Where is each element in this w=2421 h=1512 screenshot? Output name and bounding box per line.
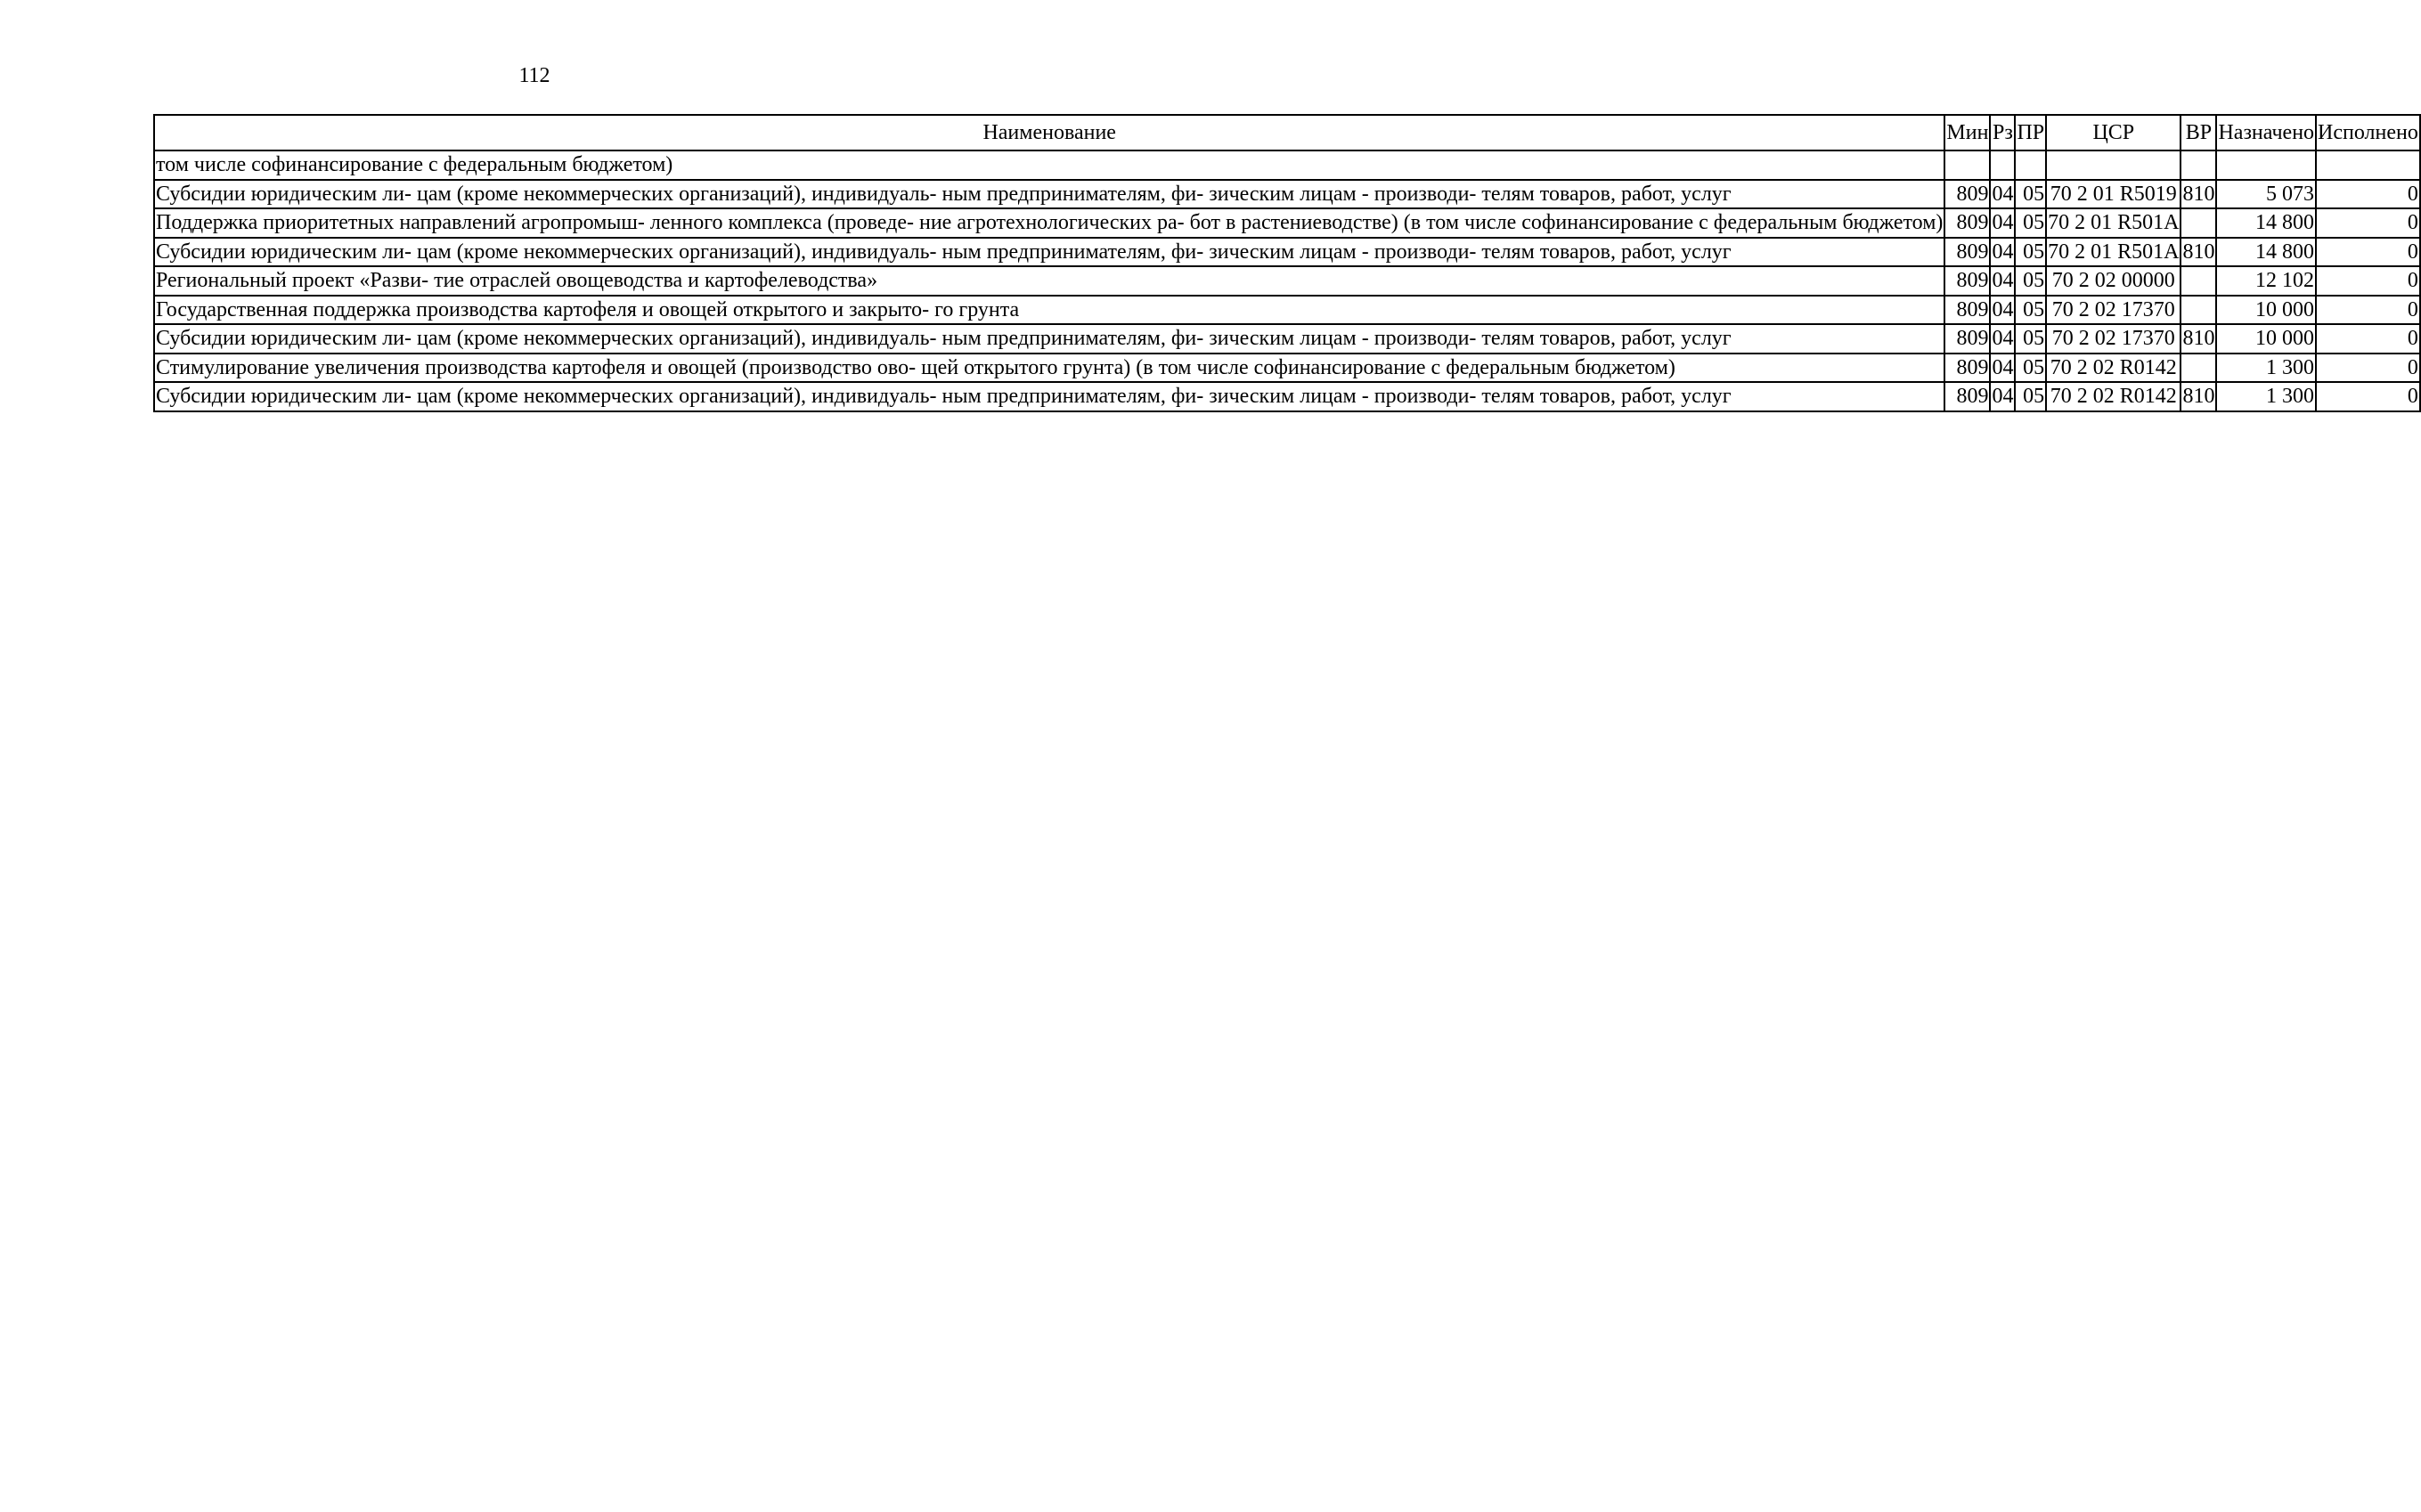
cell-min: 809 — [1944, 208, 1990, 238]
cell-assigned — [2216, 150, 2316, 180]
budget-table — [153, 114, 2421, 412]
cell-vr: 810 — [2181, 238, 2216, 267]
cell-csr: 70 2 02 R0142 — [2046, 382, 2181, 411]
table-row — [154, 180, 2420, 209]
cell-executed: 0 — [2316, 208, 2420, 238]
header-executed: Исполнено — [2316, 115, 2420, 150]
header-csr: ЦСР — [2046, 115, 2181, 150]
cell-pr: 05 — [2015, 180, 2046, 209]
header-rz: Рз — [1990, 115, 2015, 150]
cell-min: 809 — [1944, 296, 1990, 325]
table-row — [154, 266, 2420, 296]
header-row — [154, 115, 2420, 150]
cell-executed: 0 — [2316, 354, 2420, 383]
cell-csr: 70 2 01 R501A — [2046, 238, 2181, 267]
cell-assigned: 5 073 — [2216, 180, 2316, 209]
cell-name: Стимулирование увеличения производства картофеля и овощей (производство ово- щей открытого грунта) (в том числе софинансирование с федеральным бюджетом) — [154, 354, 1944, 383]
table-row — [154, 238, 2420, 267]
cell-name: Региональный проект «Разви- тие отраслей овощеводства и картофелеводства» — [154, 266, 1944, 296]
cell-pr: 05 — [2015, 208, 2046, 238]
cell-min — [1944, 150, 1990, 180]
cell-csr: 70 2 01 R501A — [2046, 208, 2181, 238]
cell-name: том числе софинансирование с федеральным бюджетом) — [154, 150, 1944, 180]
cell-rz: 04 — [1990, 296, 2015, 325]
cell-vr: 810 — [2181, 180, 2216, 209]
cell-csr — [2046, 150, 2181, 180]
header-name: Наименование — [154, 115, 1944, 150]
cell-vr — [2181, 208, 2216, 238]
cell-name: Поддержка приоритетных направлений агропромыш- ленного комплекса (проведе- ние агротехнологических ра- бот в растениеводстве) (в том числе софинансирование с федеральным бюджетом) — [154, 208, 1944, 238]
cell-rz: 04 — [1990, 324, 2015, 354]
cell-vr: 810 — [2181, 324, 2216, 354]
cell-executed: 0 — [2316, 266, 2420, 296]
cell-assigned: 1 300 — [2216, 354, 2316, 383]
cell-executed: 0 — [2316, 382, 2420, 411]
cell-pr: 05 — [2015, 266, 2046, 296]
cell-rz: 04 — [1990, 180, 2015, 209]
cell-executed — [2316, 150, 2420, 180]
cell-pr — [2015, 150, 2046, 180]
cell-name: Субсидии юридическим ли- цам (кроме некоммерческих организаций), индивидуаль- ным предпринимателям, фи- зическим лицам - производи- телям товаров, работ, услуг — [154, 180, 1944, 209]
table-row — [154, 324, 2420, 354]
cell-assigned: 1 300 — [2216, 382, 2316, 411]
cell-pr: 05 — [2015, 238, 2046, 267]
table-row — [154, 382, 2420, 411]
cell-executed: 0 — [2316, 238, 2420, 267]
cell-vr — [2181, 266, 2216, 296]
cell-csr: 70 2 02 R0142 — [2046, 354, 2181, 383]
cell-min: 809 — [1944, 238, 1990, 267]
cell-vr: 810 — [2181, 382, 2216, 411]
cell-pr: 05 — [2015, 354, 2046, 383]
cell-name: Субсидии юридическим ли- цам (кроме некоммерческих организаций), индивидуаль- ным предпринимателям, фи- зическим лицам - производи- телям товаров, работ, услуг — [154, 324, 1944, 354]
cell-name: Субсидии юридическим ли- цам (кроме некоммерческих организаций), индивидуаль- ным предпринимателям, фи- зическим лицам - производи- телям товаров, работ, услуг — [154, 238, 1944, 267]
cell-assigned: 14 800 — [2216, 208, 2316, 238]
cell-csr: 70 2 02 17370 — [2046, 296, 2181, 325]
cell-assigned: 12 102 — [2216, 266, 2316, 296]
page-number: 112 — [518, 64, 550, 87]
cell-min: 809 — [1944, 354, 1990, 383]
cell-csr: 70 2 02 17370 — [2046, 324, 2181, 354]
cell-min: 809 — [1944, 266, 1990, 296]
cell-name: Субсидии юридическим ли- цам (кроме некоммерческих организаций), индивидуаль- ным предпринимателям, фи- зическим лицам - производи- телям товаров, работ, услуг — [154, 382, 1944, 411]
cell-assigned: 10 000 — [2216, 296, 2316, 325]
table-row — [154, 208, 2420, 238]
cell-pr: 05 — [2015, 296, 2046, 325]
cell-csr: 70 2 02 00000 — [2046, 266, 2181, 296]
cell-rz — [1990, 150, 2015, 180]
cell-min: 809 — [1944, 180, 1990, 209]
cell-csr: 70 2 01 R5019 — [2046, 180, 2181, 209]
cell-rz: 04 — [1990, 266, 2015, 296]
cell-rz: 04 — [1990, 354, 2015, 383]
cell-assigned: 10 000 — [2216, 324, 2316, 354]
cell-executed: 0 — [2316, 296, 2420, 325]
cell-pr: 05 — [2015, 382, 2046, 411]
cell-rz: 04 — [1990, 238, 2015, 267]
table-row — [154, 296, 2420, 325]
cell-assigned: 14 800 — [2216, 238, 2316, 267]
header-vr: ВР — [2181, 115, 2216, 150]
header-pr: ПР — [2015, 115, 2046, 150]
cell-min: 809 — [1944, 324, 1990, 354]
table-row — [154, 354, 2420, 383]
header-assigned: Назначено — [2216, 115, 2316, 150]
cell-vr — [2181, 354, 2216, 383]
cell-executed: 0 — [2316, 180, 2420, 209]
table-row — [154, 150, 2420, 180]
header-min: Мин — [1944, 115, 1990, 150]
cell-rz: 04 — [1990, 208, 2015, 238]
cell-vr — [2181, 296, 2216, 325]
cell-name: Государственная поддержка производства картофеля и овощей открытого и закрыто- го грунта — [154, 296, 1944, 325]
cell-min: 809 — [1944, 382, 1990, 411]
cell-rz: 04 — [1990, 382, 2015, 411]
cell-vr — [2181, 150, 2216, 180]
cell-executed: 0 — [2316, 324, 2420, 354]
cell-pr: 05 — [2015, 324, 2046, 354]
